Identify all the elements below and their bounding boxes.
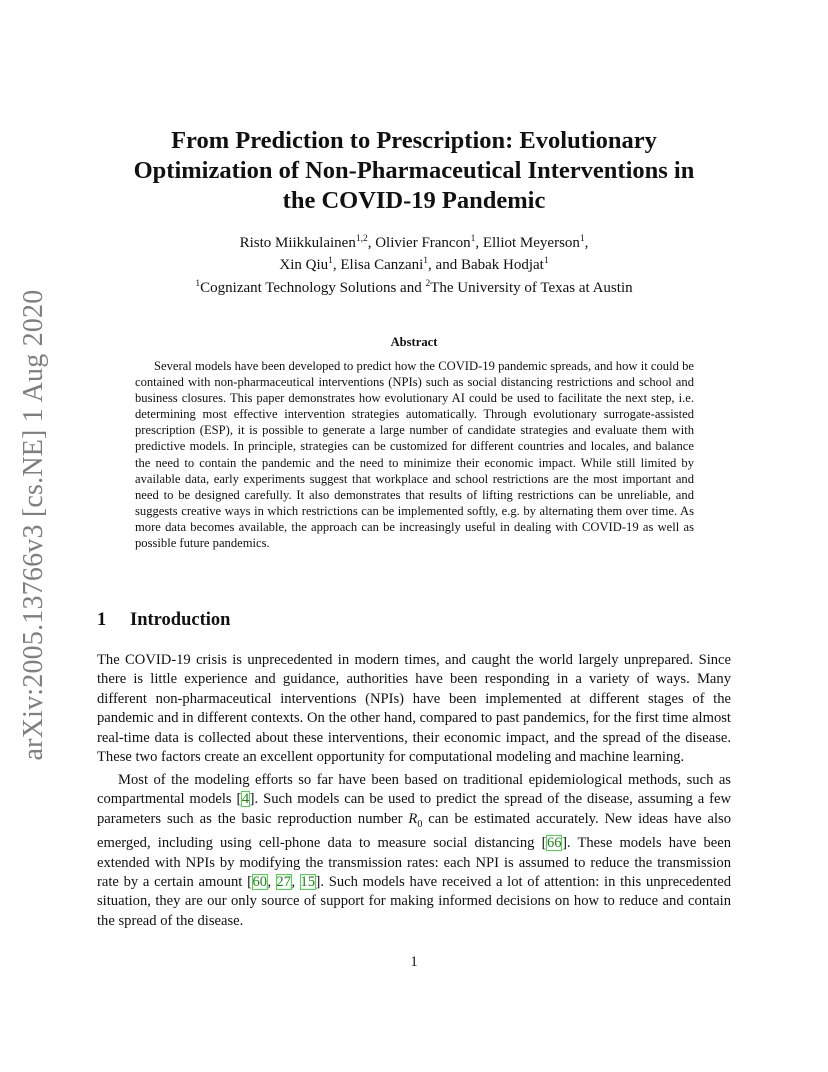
title-line-1: From Prediction to Prescription: Evolutionary [171, 127, 657, 154]
affiliations [100, 278, 728, 298]
author-affil-mark: 1 [579, 234, 585, 244]
math-symbol: R [408, 810, 418, 827]
author-affil-mark: 1 [470, 234, 476, 244]
title-line-2: Optimization of Non-Pharmaceutical Interventions in [133, 157, 695, 184]
section-number: 1 [97, 610, 107, 630]
author-name: Olivier Francon [375, 235, 471, 251]
page-number: 1 [410, 954, 418, 970]
abstract-text: Several models have been developed to predict how the COVID-19 pandemic spreads, and how it could be contained with non-pharmaceutical interventions (NPIs) such as social distancing restrictions and school and business closures. This paper demonstrates how evolutionary AI could be used to facilitate the next step, i.e. determining most effective intervention strategies automatically. Through evolutionary surrogate-assisted prescription (ESP), it is possible to generate a large number of candidate strategies and evaluate them with predictive models. In principle, strategies can be customized for different countries and locales, and balance the need to contain the pandemic and the need to minimize their economic impact. While still limited by available data, early experiments suggest that workplace and school restrictions are the most important and need to be designed carefully. It also demonstrates that results of lifting restrictions can be unreliable, and suggests creative ways in which restrictions can be implemented softly, e.g. by alternating them over time. As more data becomes available, the approach can be increasingly useful in dealing with COVID-19 as well as possible future pandemics. [135, 359, 694, 551]
arxiv-identifier [14, 290, 54, 760]
author-name: Elisa Canzani [340, 257, 424, 273]
paragraph-text: ]. Such models can be used to predict the spread of the disease, assuming a few parameters such as the basic reproduction number [97, 791, 732, 827]
affiliation-1: Cognizant Technology Solutions and [200, 280, 426, 296]
citation-link[interactable]: 4 [241, 791, 250, 808]
math-subscript: 0 [417, 818, 423, 830]
paragraph-text: can be estimated accurately. New ideas have also emerged, including using cell-phone data to measure social distancing [ [97, 810, 732, 852]
author-name: Elliot Meyerson [482, 235, 580, 251]
author-affil-mark: 1 [423, 256, 429, 266]
citation-link[interactable]: 27 [276, 873, 292, 890]
paragraph-text: Most of the modeling efforts so far have been based on traditional epidemiological methods, such as compartmental models [ [97, 772, 731, 808]
section-title: Introduction [130, 610, 231, 630]
citation-separator: , [291, 873, 300, 890]
author-affil-mark: 1 [543, 256, 549, 266]
citation-separator: , [267, 873, 276, 890]
affil-mark: 1 [195, 279, 201, 289]
citation-link[interactable]: 15 [300, 873, 315, 890]
abstract-heading: Abstract [390, 335, 438, 349]
author-affil-mark: 1,2 [355, 234, 368, 244]
intro-paragraph-2 [97, 771, 731, 931]
citation-link[interactable]: 60 [252, 873, 268, 890]
author-affil-mark: 1 [328, 256, 333, 266]
author-name: Risto Miikkulainen [239, 235, 356, 251]
paper-title [90, 126, 738, 216]
author-list: Risto Miikkulainen$^{1,2}$, Olivier Francon$^1$, Elliot Meyerson$^1$, Xin Qiu$^1$, Elisa Canzani$^1$, and Babak Hodjat$^1$ [239, 234, 589, 273]
arxiv-identifier-text: arXiv:2005.13766v3 [cs.NE] 1 Aug 2020 [18, 289, 49, 761]
title-line-3: the COVID-19 Pandemic [282, 187, 546, 214]
author-conjunction: and [435, 257, 458, 273]
author-name: Babak Hodjat [460, 257, 544, 273]
affiliation-2: The University of Texas at Austin [430, 280, 633, 296]
author-name: Xin Qiu [279, 257, 329, 273]
citation-link[interactable]: 66 [546, 835, 562, 852]
paragraph-text: ]. These models have been extended with NPIs by modifying the transmission rates: each NPI is assumed to reduce the transmission rate by a certain amount [ [97, 835, 731, 890]
paragraph-text: ]. Such models have received a lot of attention: in this unprecedented situation, they are our only source of support for making informed decisions on how to reduce and contain the spread of the disease. [97, 873, 732, 929]
section-heading [97, 610, 230, 631]
affil-mark: 2 [425, 279, 431, 289]
intro-paragraph-1: The COVID-19 crisis is unprecedented in modern times, and caught the world largely unprepared. Since there is little experience and guidance, authorities have been responding in a variety of ways. Many different non-pharmaceutical interventions (NPIs) have been implemented at different stages of the pandemic and in different contexts. On the other hand, compared to past pandemics, for the first time almost real-time data is collected about these interventions, their economic impact, and the spread of the disease. These two factors create an excellent opportunity for computational modeling and machine learning. [97, 652, 731, 766]
